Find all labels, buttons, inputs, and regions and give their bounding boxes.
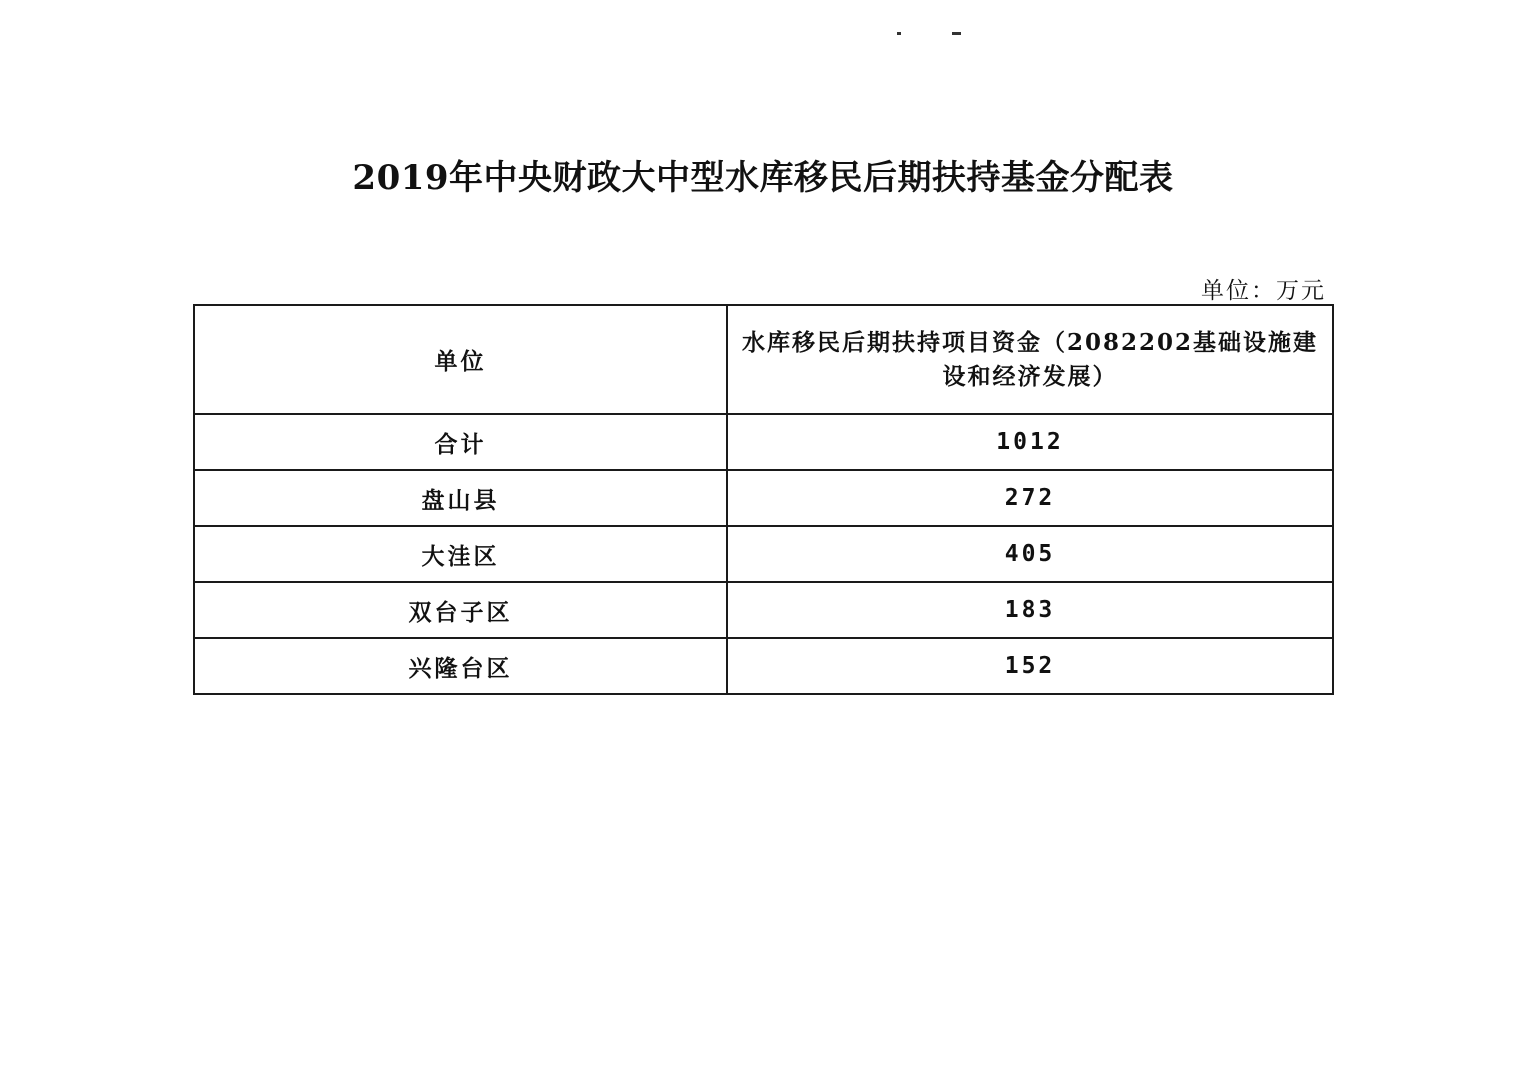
column-header-unit: 单位	[194, 305, 727, 414]
row-unit-cell: 兴隆台区	[194, 638, 727, 694]
row-amount-cell: 152	[727, 638, 1333, 694]
unit-label: 单位：万元	[1201, 278, 1326, 304]
table-row	[194, 638, 1333, 694]
row-unit-cell: 双台子区	[194, 582, 727, 638]
row-unit-cell: 合计	[194, 414, 727, 470]
row-unit-cell: 盘山县	[194, 470, 727, 526]
column-header-amount: 水库移民后期扶持项目资金（2082202基础设施建设和经济发展）	[727, 305, 1333, 414]
table-row	[194, 582, 1333, 638]
table-row-total	[194, 414, 1333, 470]
row-amount-cell: 183	[727, 582, 1333, 638]
table-row	[194, 526, 1333, 582]
row-unit-cell: 大洼区	[194, 526, 727, 582]
allocation-table	[193, 304, 1334, 695]
scan-artifact-mark	[952, 32, 961, 35]
scan-artifact-mark	[897, 32, 901, 35]
table-header-row	[194, 305, 1333, 414]
row-amount-cell: 1012	[727, 414, 1333, 470]
table-row	[194, 470, 1333, 526]
row-amount-cell: 272	[727, 470, 1333, 526]
row-amount-cell: 405	[727, 526, 1333, 582]
document-title: 2019年中央财政大中型水库移民后期扶持基金分配表	[352, 158, 1174, 198]
